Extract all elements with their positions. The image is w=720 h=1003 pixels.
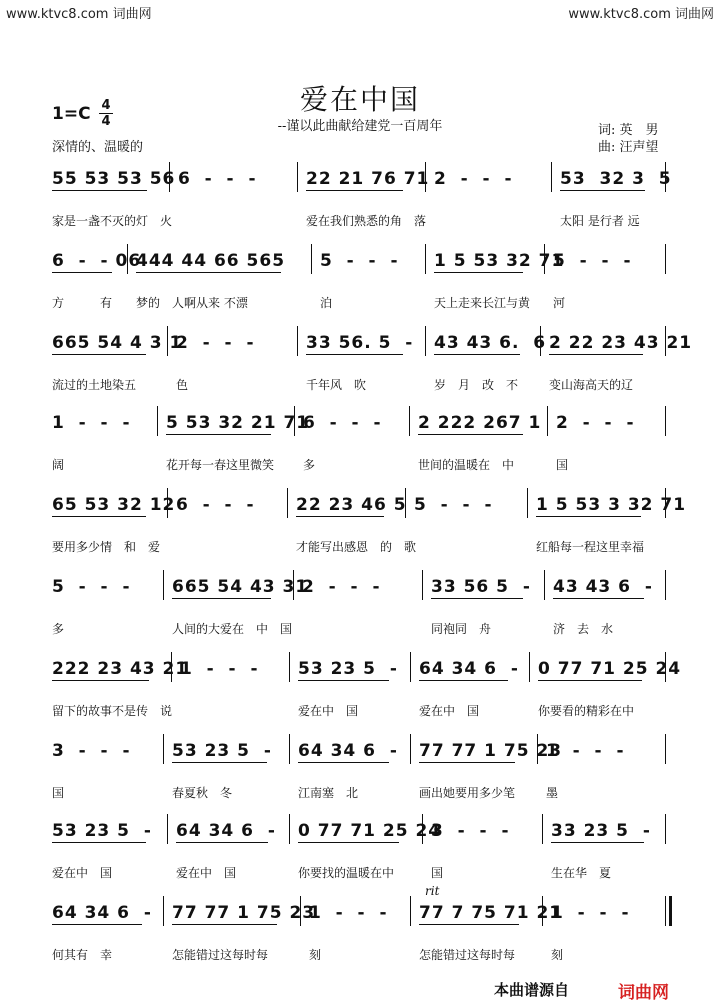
barline <box>410 896 411 926</box>
lyric-text: 国 <box>52 786 65 800</box>
barline <box>425 326 426 356</box>
measure-notes: 5 - - - <box>320 251 399 271</box>
note-beam <box>306 354 403 355</box>
lyric-text: 爱在中 国 <box>298 704 359 718</box>
barline <box>287 488 288 518</box>
measure-notes: 6 - - - <box>176 495 255 515</box>
lyricist-credit: 词: 英 男 <box>598 123 659 138</box>
measure-notes: 1 - - - <box>309 903 388 923</box>
source-note: 本曲谱源自 <box>494 981 570 999</box>
barline <box>665 570 666 600</box>
measure-notes: 64 34 6 - <box>176 821 276 841</box>
score-row <box>0 332 720 412</box>
lyric-text: 河 <box>553 296 566 310</box>
measure-notes: 43 43 6. 6 <box>434 333 547 353</box>
barline <box>425 244 426 274</box>
measure-notes: 3 - - - <box>52 741 131 761</box>
lyric-text: 爱在中 国 <box>419 704 480 718</box>
barline <box>157 406 158 436</box>
note-beam <box>553 598 644 599</box>
lyric-text: 济 去 水 <box>553 622 614 636</box>
note-beam <box>52 354 146 355</box>
note-beam <box>434 272 523 273</box>
meter-bottom: 4 <box>101 114 111 129</box>
lyric-text <box>180 702 292 720</box>
site-watermark-left: www.ktvc8.com 词曲网 <box>6 7 152 22</box>
note-beam <box>52 680 149 681</box>
barline <box>297 162 298 192</box>
lyric-text: 爱在中 国 <box>176 866 237 880</box>
note-beam <box>549 354 643 355</box>
measure-notes: 5 - - - <box>553 251 632 271</box>
barline <box>551 162 552 192</box>
lyric-text: 岁 月 改 不 <box>434 378 519 392</box>
barline <box>410 652 411 682</box>
measure-notes: 3 - - - <box>431 821 510 841</box>
lyric-text: 要用多少情 和 爱 <box>52 540 161 554</box>
lyric-text: 爱在我们熟悉的角 落 <box>306 214 427 228</box>
barline <box>665 244 666 274</box>
measure-notes: 64 34 6 - <box>298 741 398 761</box>
lyric-text: 流过的土地染五 <box>52 378 137 392</box>
measure-notes: 665 54 43 31 <box>172 577 309 597</box>
lyric-text: 江南塞 北 <box>298 786 359 800</box>
measure-notes: 2 - - - <box>434 169 513 189</box>
site-watermark-right: www.ktvc8.com 词曲网 <box>568 7 714 22</box>
lyric-text: 春夏秋 冬 <box>172 786 233 800</box>
lyric-text: 红船每一程这里幸福 <box>536 540 645 554</box>
measure-notes: 665 54 4 3 1 <box>52 333 183 353</box>
note-beam <box>431 598 523 599</box>
song-subtitle: --谨以此曲献给建党一百周年 <box>277 119 443 134</box>
measure-notes: 444 44 66 565 <box>136 251 286 271</box>
note-beam <box>52 842 146 843</box>
barline <box>544 570 545 600</box>
measure-notes: 2 - - - <box>302 577 381 597</box>
note-beam <box>298 842 399 843</box>
lyric-text: 千年风 吹 <box>306 378 367 392</box>
measure-notes: 64 34 6 - <box>52 903 152 923</box>
measure-notes: 33 56. 5 - <box>306 333 414 353</box>
lyric-text <box>434 212 554 230</box>
note-beam <box>166 434 271 435</box>
barline <box>665 896 666 926</box>
note-beam <box>306 190 403 191</box>
lyric-text: 阔 <box>52 458 65 472</box>
measure-notes: 6 - - - <box>178 169 257 189</box>
lyric-text <box>178 212 300 230</box>
barline <box>527 488 528 518</box>
ritardando-mark: rit <box>425 884 440 898</box>
lyric-text: 才能写出感恩 的 歌 <box>296 540 417 554</box>
barline <box>410 734 411 764</box>
measure-notes: 53 23 5 - <box>52 821 152 841</box>
measure-notes: 77 77 1 75 23 <box>419 741 563 761</box>
lyric-text: 何其有 幸 <box>52 948 113 962</box>
note-beam <box>538 680 642 681</box>
measure-notes: 1 5 53 32 71 <box>434 251 565 271</box>
measure-notes: 1 - - - <box>551 903 630 923</box>
measure-notes: 0 77 71 25 24 <box>298 821 442 841</box>
note-beam <box>536 516 641 517</box>
key-signature: 1=C <box>52 104 91 124</box>
barline <box>409 406 410 436</box>
meter-top: 4 <box>101 98 111 113</box>
lyric-text: 泊 <box>320 296 333 310</box>
note-beam <box>419 680 508 681</box>
measure-notes: 22 21 76 71 <box>306 169 430 189</box>
barline <box>529 652 530 682</box>
measure-notes: 2 22 23 43 21 <box>549 333 693 353</box>
lyric-text: 花开每一春这里微笑 <box>166 458 275 472</box>
barline <box>289 652 290 682</box>
note-beam <box>419 924 519 925</box>
lyric-text: 色 <box>176 378 189 392</box>
tempo-expression: 深情的、温暖的 <box>52 140 144 155</box>
score-row <box>0 576 720 656</box>
measure-notes: 64 34 6 - <box>419 659 519 679</box>
measure-notes: 222 23 43 21 <box>52 659 189 679</box>
score-row <box>0 902 720 982</box>
measure-notes: 1 5 53 3 32 71 <box>536 495 687 515</box>
measure-notes: 77 77 1 75 23 <box>172 903 316 923</box>
barline <box>163 734 164 764</box>
measure-notes: 0 77 71 25 24 <box>538 659 682 679</box>
measure-notes: 53 23 5 - <box>298 659 398 679</box>
barline <box>289 814 290 844</box>
lyric-text <box>176 538 290 556</box>
lyric-text: 同袍同 舟 <box>431 622 492 636</box>
measure-notes: 6 - - - <box>303 413 382 433</box>
barline <box>665 406 666 436</box>
lyric-text: 刻 <box>551 948 564 962</box>
lyric-text: 变山海高天的辽 <box>549 378 634 392</box>
lyric-text: 人间的大爱在 中 国 <box>172 622 293 636</box>
barline <box>163 896 164 926</box>
measure-notes: 55 53 53 56 <box>52 169 176 189</box>
note-beam <box>418 434 523 435</box>
note-beam <box>560 190 645 191</box>
lyric-text: 墨 <box>546 786 559 800</box>
lyric-text: 你要看的精彩在中 <box>538 704 635 718</box>
lyric-text: 怎能错过这每时每 <box>172 948 269 962</box>
note-beam <box>298 762 389 763</box>
note-beam <box>172 598 271 599</box>
barline <box>665 814 666 844</box>
lyric-text <box>302 620 425 638</box>
measure-notes: 33 23 5 - <box>551 821 651 841</box>
note-beam <box>52 190 147 191</box>
lyric-text: 多 <box>52 622 65 636</box>
score-row <box>0 820 720 900</box>
note-beam <box>176 842 268 843</box>
measure-notes: 22 23 46 5 <box>296 495 407 515</box>
measure-notes: 5 53 32 21 71 <box>166 413 310 433</box>
lyric-text: 生在华 夏 <box>551 866 612 880</box>
note-beam <box>551 842 644 843</box>
measure-notes: 5 - - - <box>414 495 493 515</box>
barline <box>547 406 548 436</box>
score-row <box>0 658 720 738</box>
note-beam <box>52 516 146 517</box>
lyric-text: 梦的 人啊从来 不漂 <box>136 296 248 310</box>
barline <box>311 244 312 274</box>
measure-notes: 5 - - - <box>52 577 131 597</box>
measure-notes: 33 56 5 - <box>431 577 531 597</box>
score-row <box>0 494 720 574</box>
barline <box>167 814 168 844</box>
barline <box>163 570 164 600</box>
score-row <box>0 740 720 820</box>
note-beam <box>419 762 515 763</box>
measure-notes: 1 - - - <box>546 741 625 761</box>
barline <box>542 814 543 844</box>
lyric-text: 留下的故事不是传 说 <box>52 704 173 718</box>
lyric-text: 多 <box>303 458 316 472</box>
note-beam <box>136 272 281 273</box>
measure-notes: 1 - - - <box>180 659 259 679</box>
lyric-text: 爱在中 国 <box>52 866 113 880</box>
score-row <box>0 168 720 248</box>
barline <box>297 326 298 356</box>
measure-notes: 43 43 6 - <box>553 577 653 597</box>
note-beam <box>52 924 142 925</box>
measure-notes: 2 222 267 1 <box>418 413 542 433</box>
score-row <box>0 412 720 492</box>
note-beam <box>298 680 389 681</box>
measure-notes: 2 - - - <box>556 413 635 433</box>
measure-notes: 65 53 32 12 <box>52 495 176 515</box>
measure-notes: 53 23 5 - <box>172 741 272 761</box>
lyric-text: 你要找的温暖在中 <box>298 866 395 880</box>
lyric-text: 国 <box>556 458 569 472</box>
lyric-text: 画出她要用多少笔 <box>419 786 516 800</box>
note-beam <box>296 516 384 517</box>
composer-credit: 曲: 汪声望 <box>598 140 659 155</box>
note-beam <box>172 924 277 925</box>
lyric-text: 方 有 <box>52 296 113 310</box>
lyric-text: 家是一盏不灭的灯 火 <box>52 214 173 228</box>
song-title: 爱在中国 <box>299 83 420 116</box>
lyric-text: 刻 <box>309 948 322 962</box>
measure-notes: 53 32 3 5 <box>560 169 672 189</box>
note-beam <box>52 272 112 273</box>
lyric-text: 国 <box>431 866 444 880</box>
time-signature <box>99 98 113 129</box>
barline <box>665 734 666 764</box>
source-site-logo: 词曲网 <box>618 983 669 1003</box>
lyric-text: 太阳 是行者 远 <box>560 214 640 228</box>
barline <box>289 734 290 764</box>
measure-notes: 6 - - 06 <box>52 251 142 271</box>
lyric-text: 天上走来长江与黄 <box>434 296 531 310</box>
measure-notes: 1 - - - <box>52 413 131 433</box>
score-row <box>0 250 720 330</box>
measure-notes: 2 - - - <box>176 333 255 353</box>
note-beam <box>434 354 520 355</box>
barline <box>422 570 423 600</box>
lyric-text <box>414 538 530 556</box>
note-beam <box>172 762 267 763</box>
lyric-text: 怎能错过这每时每 <box>419 948 516 962</box>
lyric-text: 世间的温暖在 中 <box>418 458 515 472</box>
measure-notes: 77 7 75 71 21 <box>419 903 563 923</box>
